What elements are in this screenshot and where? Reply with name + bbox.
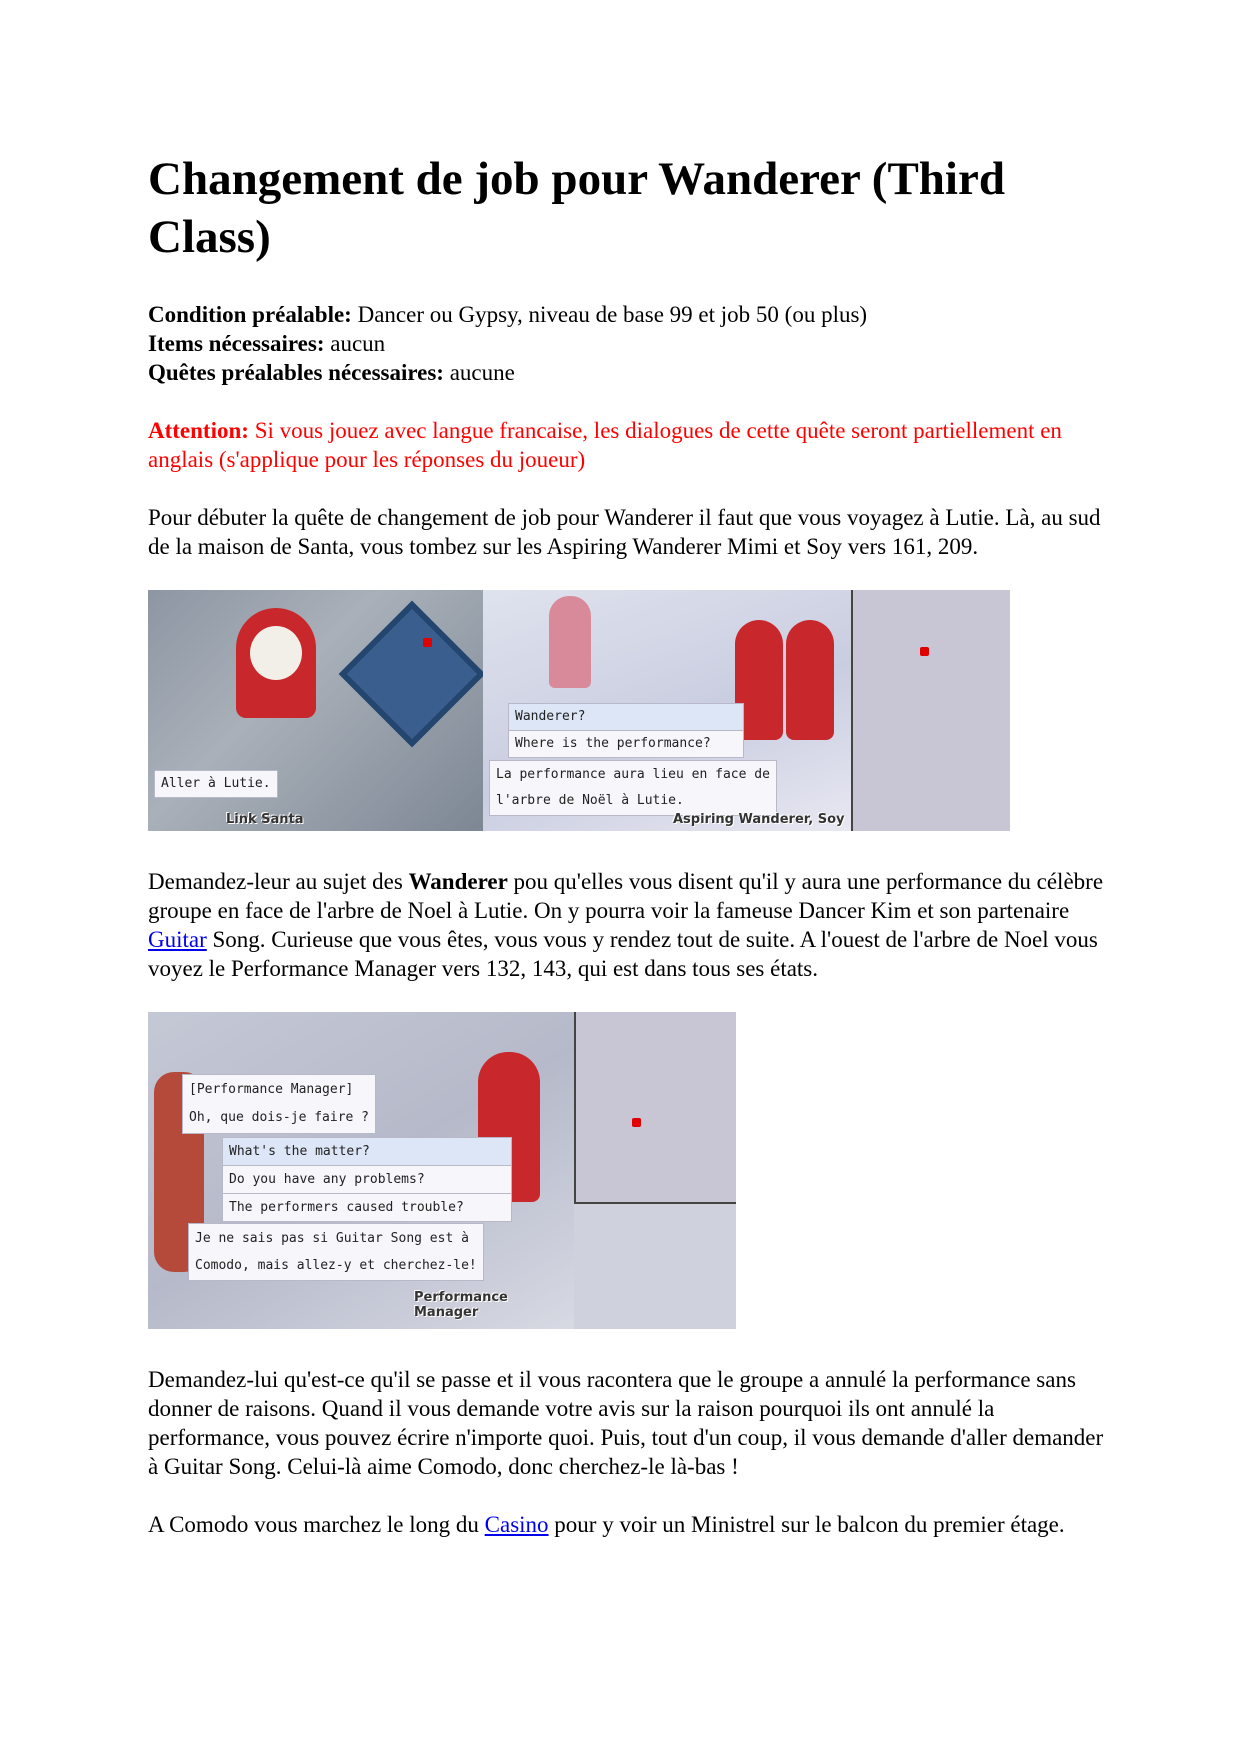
document-page: [148, 150, 1108, 1539]
p4-text-2: pour y voir un Ministrel sur le balcon du premier étage.: [548, 1512, 1065, 1537]
manager-header-line-1: [Performance Manager]: [189, 1082, 354, 1097]
menu-option-wanderer: Wanderer?: [508, 703, 744, 731]
screenshot-manager: [148, 1012, 736, 1329]
screenshot-lutie: [148, 590, 1010, 831]
attention-note: [148, 416, 1108, 474]
condition-line: [148, 300, 1108, 329]
minimap-tree: [574, 1012, 736, 1204]
items-value: aucun: [324, 331, 386, 356]
manager-header-line-2: Oh, que dois-je faire ?: [189, 1110, 370, 1125]
condition-value: Dancer ou Gypsy, niveau de base 99 et job 50 (ou plus): [351, 302, 868, 327]
paragraph-comodo: [148, 1510, 1108, 1539]
minimap-tree-marker: [632, 1118, 641, 1127]
santa-beard: [250, 626, 302, 680]
guitar-link[interactable]: Guitar: [148, 927, 207, 952]
quests-label: Quêtes préalables nécessaires:: [148, 360, 444, 385]
wanderer-npc-figure: [549, 596, 591, 688]
quests-value: aucune: [443, 360, 515, 385]
option-any-problems: Do you have any problems?: [222, 1165, 512, 1194]
quests-line: [148, 358, 1108, 387]
location-marker: [423, 638, 432, 647]
manager-dialog-header: [182, 1074, 376, 1134]
soy-figure: [786, 620, 834, 740]
attention-label: Attention:: [148, 418, 249, 443]
santa-dialog-option: Aller à Lutie.: [154, 770, 278, 798]
santa-scene: [148, 590, 483, 831]
manager-reply-line-1: Je ne sais pas si Guitar Song est à: [195, 1231, 469, 1246]
minimap-marker: [920, 647, 929, 656]
manager-scene: [148, 1012, 574, 1329]
manager-name-label: Performance Manager: [414, 1290, 508, 1320]
npc-name-label: Aspiring Wanderer, Soy: [673, 812, 845, 827]
p2-text-2: pou qu'elles vous disent qu'il y aura une performance du célèbre groupe en face de l'arbre de Noel à Lutie. On y pourra voir la fameuse Dancer Kim et son partenaire: [148, 869, 1104, 923]
wanderer-scene: [483, 590, 851, 831]
casino-link[interactable]: Casino: [484, 1512, 549, 1537]
manager-reply-line-2: Comodo, mais allez-y et cherchez-le!: [195, 1258, 477, 1273]
p2-bold-wanderer: Wanderer: [408, 869, 508, 894]
minimap-lutie: [851, 590, 1010, 831]
paragraph-manager: Demandez-lui qu'est-ce qu'il se passe et il vous racontera que le groupe a annulé la performance sans donner de raisons. Quand il vous demande votre avis sur la raison pourquoi ils ont annulé la performance, vous pouvez écrire n'importe quoi. Puis, tout d'un coup, il vous demande d'aller demander à Guitar Song. Celui-là aime Comodo, donc cherchez-le là-bas !: [148, 1367, 1104, 1479]
page-title: Changement de job pour Wanderer (Third Class): [148, 153, 1005, 263]
npc-reply-line-2: l'arbre de Noël à Lutie.: [496, 793, 684, 808]
paragraph-performance: [148, 867, 1108, 983]
option-whats-the-matter: What's the matter?: [222, 1137, 512, 1166]
npc-reply: [489, 760, 777, 816]
map-emblem: [339, 601, 486, 748]
santa-name-label: Link Santa: [226, 812, 304, 827]
option-performers-trouble: The performers caused trouble?: [222, 1193, 512, 1222]
menu-option-performance: Where is the performance?: [508, 730, 744, 758]
items-line: [148, 329, 1108, 358]
p2-text-1: Demandez-leur au sujet des: [148, 869, 409, 894]
intro-paragraph: Pour débuter la quête de changement de job pour Wanderer il faut que vous voyagez à Lutie. Là, au sud de la maison de Santa, vous tombez sur les Aspiring Wanderer Mimi et Soy vers 161, 209.: [148, 505, 1101, 559]
items-label: Items nécessaires:: [148, 331, 325, 356]
requirements-block: [148, 300, 1108, 387]
condition-label: Condition préalable:: [148, 302, 352, 327]
manager-scene-lower: [574, 1204, 736, 1329]
manager-reply: [188, 1223, 484, 1281]
p2-text-3: Song. Curieuse que vous êtes, vous vous y rendez tout de suite. A l'ouest de l'arbre de Noel vous voyez le Performance Manager vers 132, 143, qui est dans tous ses états.: [148, 927, 1098, 981]
p4-text-1: A Comodo vous marchez le long du: [148, 1512, 485, 1537]
npc-reply-line-1: La performance aura lieu en face de: [496, 767, 770, 782]
attention-text: Si vous jouez avec langue francaise, les dialogues de cette quête seront partiellement en anglais (s'applique pour les réponses du joueur): [148, 418, 1062, 472]
